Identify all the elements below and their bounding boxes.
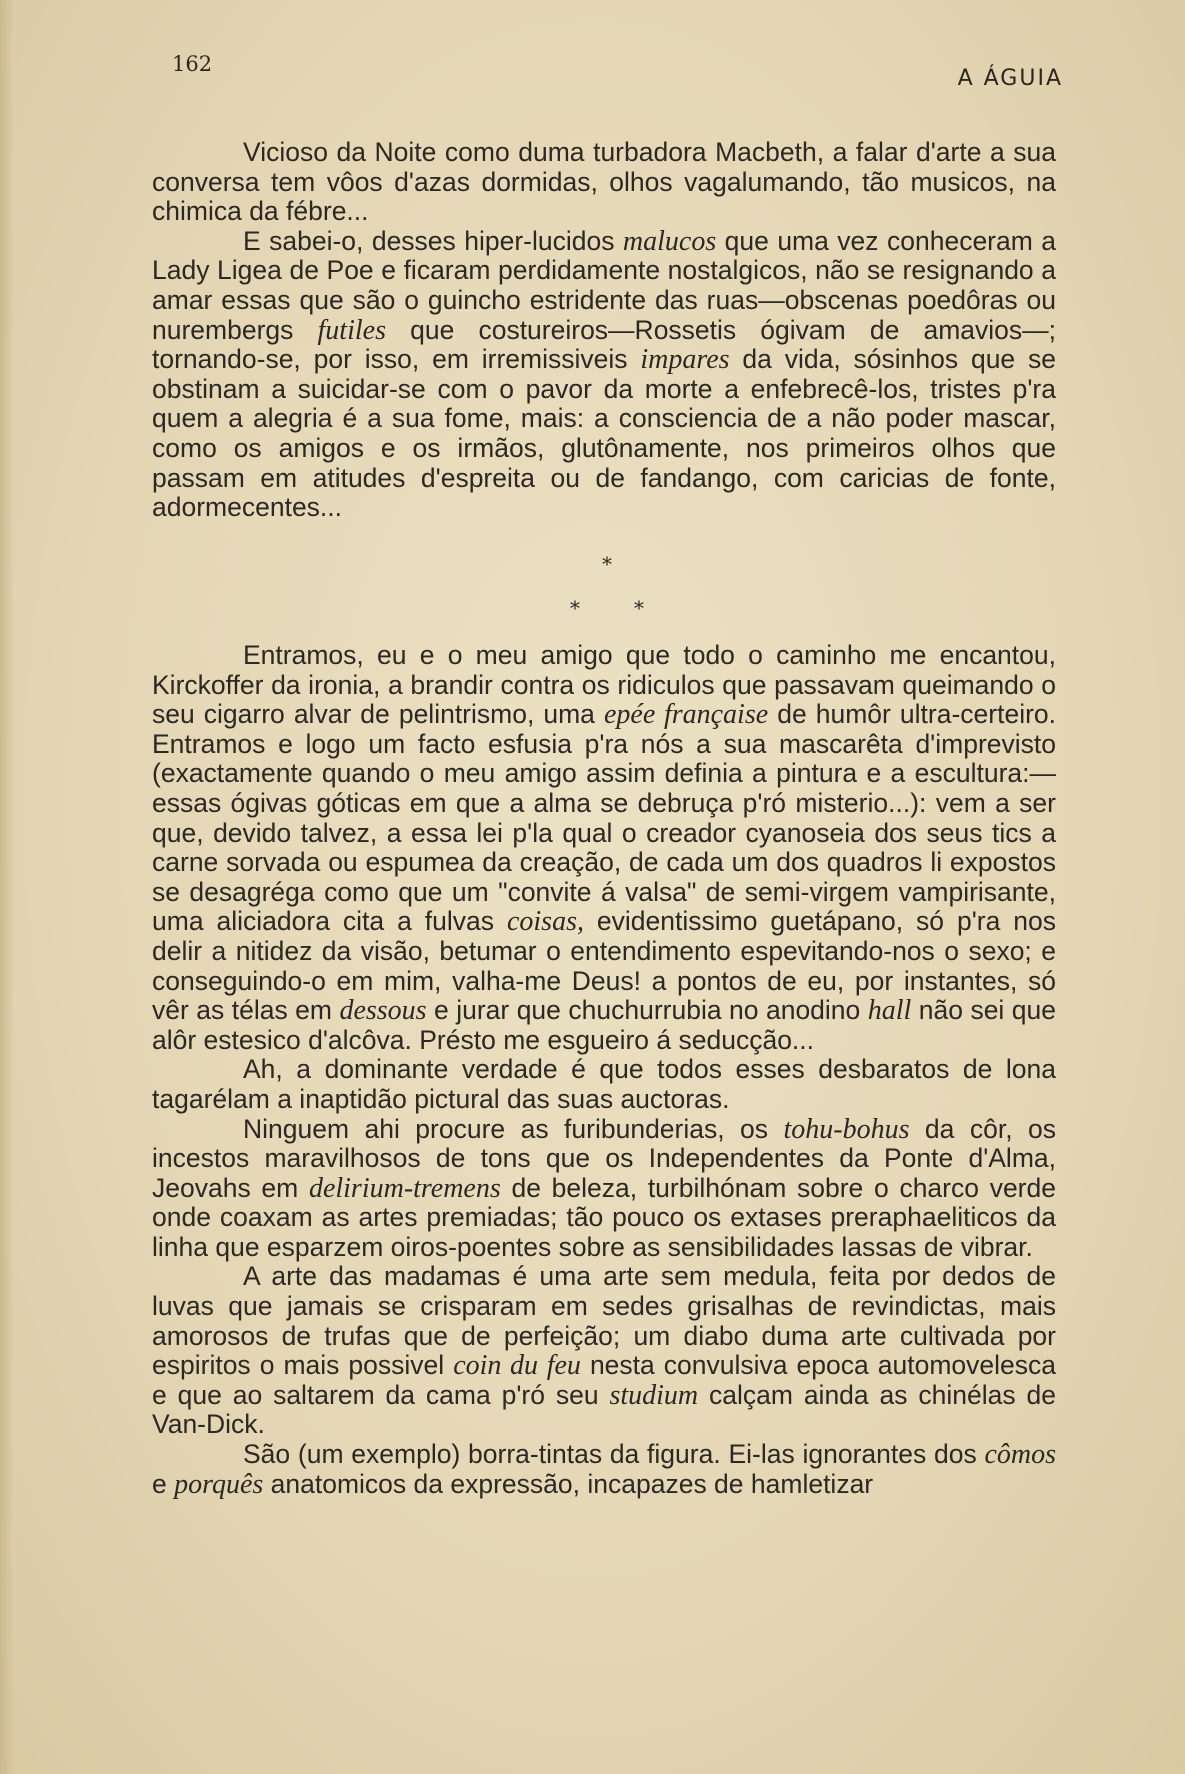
asterisk: * xyxy=(634,596,644,620)
text-block-upper xyxy=(152,138,1056,523)
text-block-lower xyxy=(152,641,1056,1499)
running-head xyxy=(172,52,1063,92)
paragraph: São (um exemplo) borra-tintas da figura. Ei-las ignorantes dos cômos e porquês anatomicos da expressão, incapazes de hamletizar xyxy=(152,1439,1056,1500)
paragraph: Vicioso da Noite como duma turbadora Macbeth, a falar d'arte a sua conversa tem vôos d'azas dormidas, olhos vagalumando, tão musicos, na chimica da fébre... xyxy=(152,137,1056,227)
italic-word: futiles xyxy=(317,314,386,346)
asterisk: * xyxy=(602,552,612,576)
italic-word: hall xyxy=(867,995,912,1027)
section-asterism xyxy=(540,552,660,622)
italic-word: impares xyxy=(640,344,730,376)
paragraph: Ninguem ahi procure as furibunderias, os tohu-bohus da côr, os incestos maravilhosos de tons que os Independentes da Ponte d'Alma, Jeovahs em delirium-tremens de beleza, turbilhónam sobre o charco verde onde coaxam as artes premiadas; tão pouco os extases preraphaeliticos da linha que esparzem oiros-poentes sobre as sensibilidades lassas de vibrar. xyxy=(152,1113,1056,1262)
paragraph: A arte das madamas é uma arte sem medula, feita por dedos de luvas que jamais se crisparam em sedes grisalhas de revindictas, mais amorosos de trufas que de perfeição; um diabo duma arte cultivada por espiritos o mais possivel coin du feu nesta convulsiva epoca automovelesca e que ao saltarem da cama p'ró seu studium calçam ainda as chinélas de Van-Dick. xyxy=(152,1261,1056,1440)
paragraph: Ah, a dominante verdade é que todos esses desbaratos de lona tagarélam a inaptidão pictural das suas auctoras. xyxy=(152,1054,1056,1114)
italic-word: tohu-bohus xyxy=(783,1113,910,1145)
italic-word: coin du feu xyxy=(453,1350,581,1382)
asterisk: * xyxy=(570,596,580,620)
italic-word: coisas, xyxy=(506,906,584,938)
italic-word: porquês xyxy=(174,1468,264,1500)
paragraph: E sabei-o, desses hiper-lucidos malucos que uma vez conheceram a Lady Ligea de Poe e ficaram perdidamente nostalgicos, não se resignando a amar essas que são o guincho estridente das ruas—obscenas poedôras ou nurembergs futiles que costureiros—Rossetis ógivam de amavios—; tornando-se, por isso, em irremissiveis impares da vida, sósinhos que se obstinam a suicidar-se com o pavor da morte a enfebrecê-los, tristes p'ra quem a alegria é a sua fome, mais: a consciencia de a não poder mascar, como os amigos e os irmãos, glutônamente, nos primeiros olhos que passam em atitudes d'espreita ou de fandango, com caricias de fonte, adormecentes... xyxy=(152,225,1056,523)
italic-word: studium xyxy=(609,1379,699,1411)
italic-word: cômos xyxy=(984,1439,1056,1471)
page-number: 162 xyxy=(172,52,213,76)
italic-word: delirium-tremens xyxy=(308,1172,501,1204)
italic-word: dessous xyxy=(339,995,427,1027)
paragraph: Entramos, eu e o meu amigo que todo o caminho me encantou, Kirckoffer da ironia, a brandir contra os ridiculos que passavam queimando o seu cigarro alvar de pelintrismo, uma epée française de humôr ultra-certeiro. Entramos e logo um facto esfusia p'ra nós a sua mascarêta d'imprevisto (exactamente quando o meu amigo assim definia a pintura e a escultura:—essas ógivas góticas em que a alma se debruça p'ró misterio...): vem a ser que, devido talvez, a essa lei p'la qual o creador cyanoseia dos seus tics a carne sorvada ou espumea da creação, de cada um dos quadros li expostos se desagréga como que um "convite á valsa" de semi-virgem vampirisante, uma aliciadora cita a fulvas coisas, evidentissimo guetápano, só p'ra nos delir a nitidez da visão, betumar o entendimento espevitando-nos o sexo; e conseguindo-o em mim, valha-me Deus! a pontos de eu, por instantes, só vêr as télas em dessous e jurar que chuchurrubia no anodino hall não sei que alôr estesico d'alcôva. Présto me esgueiro á seducção... xyxy=(152,640,1057,1055)
italic-word: epée française xyxy=(603,699,769,731)
journal-title: A ÁGUIA xyxy=(957,66,1063,91)
page-edge-shadow xyxy=(0,0,14,1774)
italic-word: malucos xyxy=(622,225,717,257)
